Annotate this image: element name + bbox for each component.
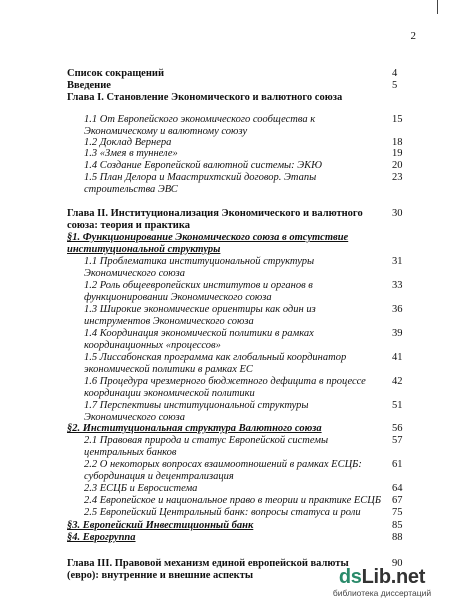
toc-entry-title: 1.1 От Европейского экономического сообщества к bbox=[84, 114, 316, 125]
toc-entry-title: центральных банков bbox=[84, 447, 177, 458]
toc-entry-title: 1.3 Широкие экономические ориентиры как один из bbox=[84, 304, 316, 315]
toc-entry-title: строительства ЭВС bbox=[84, 184, 178, 195]
toc-entry-title: 1.1 Проблематика институциональной структуры bbox=[84, 256, 315, 267]
toc-page-number: 67 bbox=[392, 495, 403, 506]
toc-entry-title: 2.1 Правовая природа и статус Европейской системы bbox=[84, 435, 329, 446]
toc-entry-title: координационных «процессов» bbox=[84, 340, 221, 351]
toc-entry-title: (евро): внутренние и внешние аспекты bbox=[67, 570, 254, 581]
toc-entry-title: Экономического союза bbox=[84, 268, 185, 279]
toc-entry-title: §2. Институциональная структура Валютного союза bbox=[67, 423, 322, 434]
toc-page-number: 19 bbox=[392, 148, 403, 159]
toc-page-number: 18 bbox=[392, 137, 403, 148]
toc-page-number: 90 bbox=[392, 558, 403, 569]
toc-entry-title: Экономического союза bbox=[84, 412, 185, 423]
toc-page-number: 23 bbox=[392, 172, 403, 183]
toc-entry-title: координации экономической политики bbox=[84, 388, 255, 399]
toc-page-number: 31 bbox=[392, 256, 403, 267]
toc-page-number: 39 bbox=[392, 328, 403, 339]
toc-page-number: 85 bbox=[392, 520, 403, 531]
toc-entry-title: 1.4 Создание Европейской валютной системы: ЭКЮ bbox=[84, 160, 322, 171]
toc-entry-title: 2.2 О некоторых вопросах взаимоотношений в рамках ЕСЦБ: bbox=[84, 459, 362, 470]
toc-entry-title: 2.4 Европейское и национальное право в теории и практике ЕСЦБ bbox=[84, 495, 382, 506]
toc-entry-title: Экономическому и валютному союзу bbox=[84, 126, 248, 137]
toc-entry-title: 1.2 Роль общеевропейских институтов и органов в bbox=[84, 280, 313, 291]
toc-entry-title: §3. Европейский Инвестиционный банк bbox=[67, 520, 254, 531]
toc-page-number: 5 bbox=[392, 80, 398, 91]
toc-entry-title: союза: теория и практика bbox=[67, 220, 191, 231]
toc-entry-title: 1.4 Координация экономической политики в рамках bbox=[84, 328, 314, 339]
toc-page-number: 42 bbox=[392, 376, 403, 387]
toc-page-number: 88 bbox=[392, 532, 403, 543]
toc-entry-title: 1.7 Перспективы институциональной структуры bbox=[84, 400, 309, 411]
toc-entry-title: Глава II. Институционализация Экономического и валютного bbox=[67, 208, 363, 219]
toc-entry-title: экономической политики в рамках ЕС bbox=[84, 364, 253, 375]
toc-entry-title: Список сокращений bbox=[67, 68, 164, 79]
toc-entry-title: институциональной структуры bbox=[67, 244, 221, 255]
toc-entry-title: функционировании Экономического союза bbox=[84, 292, 272, 303]
toc-entry-title: 1.5 План Делора и Маастрихтский договор. Этапы bbox=[84, 172, 317, 183]
toc-page-number: 36 bbox=[392, 304, 403, 315]
toc-page-number: 61 bbox=[392, 459, 403, 470]
toc-page-number: 15 bbox=[392, 114, 403, 125]
toc-entry-title: 1.2 Доклад Вернера bbox=[84, 137, 172, 148]
toc-entry-title: 2.5 Европейский Центральный банк: вопросы статуса и роли bbox=[84, 507, 361, 518]
toc-entry-title: §4. Еврогруппа bbox=[67, 532, 136, 543]
toc-entry-title: субординация и децентрализация bbox=[84, 471, 234, 482]
scan-mark bbox=[437, 0, 438, 14]
dslib-watermark bbox=[322, 566, 442, 598]
toc-page-number: 51 bbox=[392, 400, 403, 411]
toc-page-number: 57 bbox=[392, 435, 403, 446]
page-number: 2 bbox=[410, 30, 416, 42]
toc-page-number: 64 bbox=[392, 483, 403, 494]
toc-page-number: 41 bbox=[392, 352, 403, 363]
watermark-subtitle: библиотека диссертаций bbox=[332, 588, 432, 598]
toc-entry-title: Глава III. Правовой механизм единой европейской валюты bbox=[67, 558, 349, 569]
toc-entry-title: Глава I. Становление Экономического и валютного союза bbox=[67, 92, 343, 103]
toc-page-number: 30 bbox=[392, 208, 403, 219]
toc-page-number: 75 bbox=[392, 507, 403, 518]
toc-page-number: 33 bbox=[392, 280, 403, 291]
toc-entry-title: §1. Функционирование Экономического союза в отсутствие bbox=[67, 232, 349, 243]
toc-page-number: 56 bbox=[392, 423, 403, 434]
toc-entry-title: 1.5 Лиссабонская программа как глобальный координатор bbox=[84, 352, 347, 363]
toc-entry-title: инструментов Экономического союза bbox=[84, 316, 254, 327]
toc-entry-title: Введение bbox=[67, 80, 111, 91]
toc-page-number: 20 bbox=[392, 160, 403, 171]
toc-entry-title: 2.3 ЕСЦБ и Евросистема bbox=[84, 483, 198, 494]
toc-entry-title: 1.3 «Змея в туннеле» bbox=[84, 148, 178, 159]
dslib-logo: dsLib.net bbox=[338, 566, 426, 588]
toc-entry-title: 1.6 Процедура чрезмерного бюджетного дефицита в процессе bbox=[84, 376, 366, 387]
toc-page-number: 4 bbox=[392, 68, 398, 79]
